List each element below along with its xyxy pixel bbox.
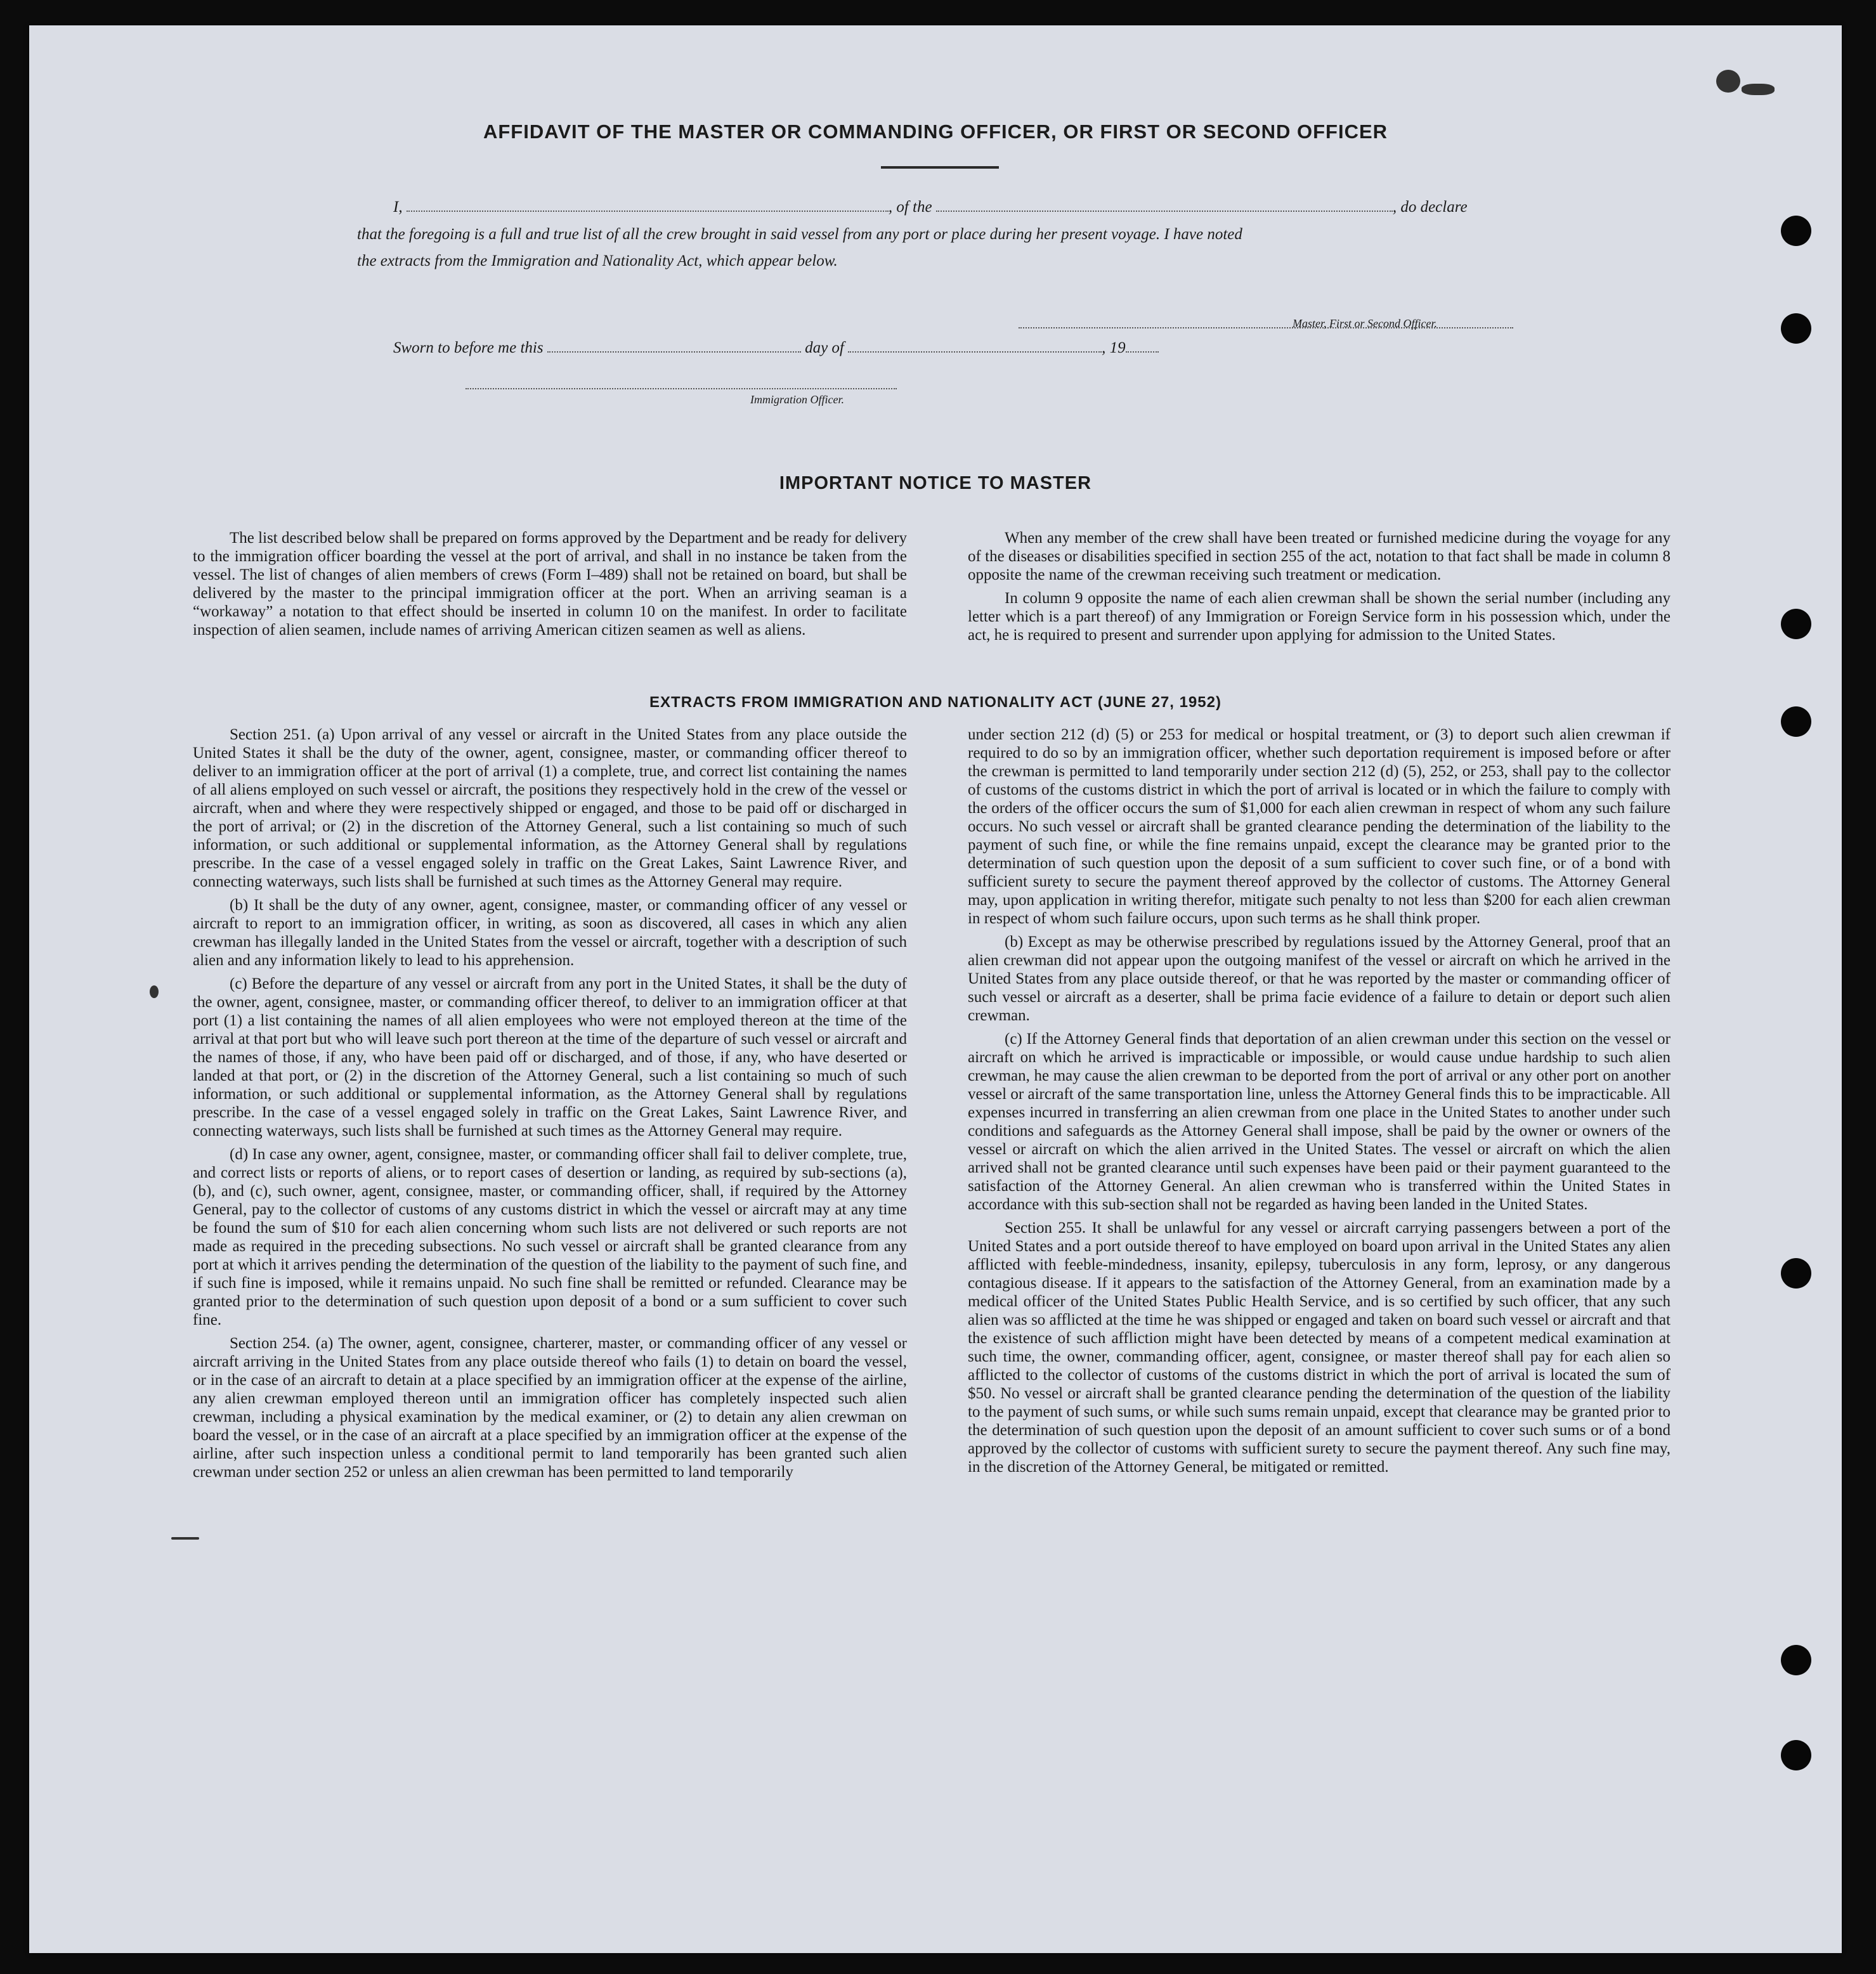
notice-left-column: [193, 529, 907, 644]
affidavit-line-2: that the foregoing is a full and true list of all the crew brought in said vessel from any port or place during her present voyage. I have noted: [357, 226, 1242, 243]
notice-right-paragraph-1: When any member of the crew shall have been treated or furnished medicine during the voyage for any of the diseases or disabilities specified in section 255 of the act, notation to that fact shall be made in column 8 opposite the name of the crewman receiving such treatment or medication.: [968, 529, 1671, 583]
section-254-a: Section 254. (a) The owner, agent, consignee, charterer, master, or commanding officer of any vessel or aircraft arriving in the United States from any place outside thereof who fails (1) to detain on board the vessel, or in the case of an aircraft to detain at a place specified by an immigration officer at the expense of the airline, any alien crewman employed thereon until an immigration officer has completely inspected such alien crewman, including a physical examination by the medical examiner, or (2) to detain any alien crewman on board the vessel, or in the case of an aircraft at a place specified by an immigration officer at the expense of the airline, after such inspection unless a conditional permit to land temporarily has been granted such alien crewman under section 252 or unless an alien crewman has been permitted to land temporarily: [193, 1335, 907, 1481]
notice-title: IMPORTANT NOTICE TO MASTER: [779, 473, 1092, 493]
notice-left-paragraph: The list described below shall be prepared on forms approved by the Department and be ready for delivery to the immigration officer boarding the vessel at the port of arrival, and shall in no instance be taken from the vessel. The list of changes of alien members of crews (Form I–489) shall not be retained on board, but shall be delivered by the master to the principal immigration officer at the port. When an arriving seaman is a “workaway” a notation to that effect should be inserted in column 10 on the manifest. In order to facilitate inspection of alien seamen, include names of arriving American citizen seamen as well as aliens.: [193, 529, 907, 639]
section-254-a-continued: under section 212 (d) (5) or 253 for medical or hospital treatment, or (3) to deport such alien crewman if required to do so by an immigration officer, whether such deportation requirement is imposed before or after the crewman is permitted to land temporarily under section 212 (d) (5), 252, or 253, shall pay to the collector of customs of the customs district in which the port of arrival is located or in which the failure to comply with the orders of the officer occurs the sum of $1,000 for each alien crewman in respect of whom any such failure occurs. No such vessel or aircraft shall be granted clearance pending the determination of the liability to the payment of such fine, or while the fine remains unpaid, except the clearance may be granted prior to the determination of such question upon the deposit of a sum sufficient to cover such fine, or of a bond with sufficient surety to secure the payment thereof approved by the collector of customs. The Attorney General may, upon application in writing therefor, mitigate such penalty to not less than $200 for each alien crewman in respect of whom such failure occurs, upon such terms as he shall think proper.: [968, 726, 1671, 927]
affidavit-of-the: , of the: [888, 198, 932, 216]
section-251-d: (d) In case any owner, agent, consignee, master, or commanding officer shall fail to deliver complete, true, and correct lists or reports of aliens, or to report cases of desertion or landing, as required by sub-sections (a), (b), and (c), such owner, agent, consignee, master, or commanding officer, shall, if required by the Attorney General, pay to the collector of customs of any customs district in which the vessel or aircraft may at any time be found the sum of $10 for each alien concerning whom such lists are not delivered or such reports are not made as required in the preceding subsections. No such vessel or aircraft shall be granted clearance from any port at which it arrives pending the determination of the question of the liability to the payment of such fine, and if such fine is imposed, while it remains unpaid. No such fine shall be remitted or refunded. Clearance may be granted prior to the determination of such question upon deposit of a bond or a sum sufficient to cover such fine.: [193, 1146, 907, 1328]
extracts-right-column: [968, 725, 1671, 1481]
punch-hole: [1781, 1645, 1811, 1675]
ink-blot: [1716, 70, 1740, 93]
document-page: [29, 25, 1842, 1953]
section-255: Section 255. It shall be unlawful for any vessel or aircraft carrying passengers between a port of the United States and a port outside thereof to have employed on board upon arrival in the United States any alien afflicted with feeble-mindedness, insanity, epilepsy, tuberculosis in any form, leprosy, or any dangerous contagious disease. If it appears to the satisfaction of the Attorney General, from an examination made by a medical officer of the United States Public Health Service, and is so certified by such officer, that any such alien was so afflicted at the time he was shipped or engaged and taken on board such vessel or aircraft and that the existence of such affliction might have been detected by means of a competent medical examination at such time, the owner, commanding officer, agent, consignee, or master thereof shall pay for each alien so afflicted to the collector of customs of the customs district in which the port of arrival is located the sum of $50. No vessel or aircraft shall be granted clearance pending the determination of the question of the liability to the payment of such sums, or while such sums remain unpaid, except that clearance may be granted prior to the determination of such question upon the deposit of an amount sufficient to cover such sums or of a bond approved by the collector of customs with sufficient surety to secure the payment thereof. Any such fine may, in the discretion of the Attorney General, be mitigated or remitted.: [968, 1219, 1671, 1476]
master-caption: Master, First or Second Officer.: [1293, 317, 1437, 330]
year-blank[interactable]: [1126, 339, 1159, 353]
sworn-line: [393, 339, 1294, 357]
name-blank[interactable]: [407, 198, 889, 212]
section-254-b: (b) Except as may be otherwise prescribed by regulations issued by the Attorney General, proof that an alien crewman did not appear upon the outgoing manifest of the vessel or aircraft on which he arrived in the United States from any place outside thereof, or that he was reported by the master or commanding officer of such vessel or aircraft as a deserter, shall be prima facie evidence of a failure to detain or deport such alien crewman.: [968, 933, 1671, 1024]
section-251-a: Section 251. (a) Upon arrival of any vessel or aircraft in the United States from any place outside the United States it shall be the duty of the owner, agent, consignee, master, or commanding officer thereof to deliver to an immigration officer at the port of arrival (1) a complete, true, and correct list containing the names of all aliens employed on such vessel or aircraft, the positions they respectively hold in the crew of the vessel or aircraft, when and where they were respectively shipped or engaged, and those to be paid off or discharged in the port of arrival; or (2) in the discretion of the Attorney General, such a list containing so much of such information, or such additional or supplemental information, as the Attorney General shall by regulations prescribe. In the case of a vessel engaged solely in traffic on the Great Lakes, Saint Lawrence River, and connecting waterways, such lists shall be furnished at such times as the Attorney General may require.: [193, 726, 907, 890]
pencil-mark: [171, 1537, 199, 1540]
sworn-label: Sworn to before me this: [393, 339, 544, 356]
affidavit-declare: , do declare: [1392, 198, 1468, 216]
extracts-title: EXTRACTS FROM IMMIGRATION AND NATIONALITY ACT (JUNE 27, 1952): [649, 694, 1221, 711]
extracts-left-column: [193, 725, 907, 1486]
affidavit-title: AFFIDAVIT OF THE MASTER OR COMMANDING OFFICER, OR FIRST OR SECOND OFFICER: [483, 120, 1388, 143]
punch-hole: [1781, 313, 1811, 344]
section-251-b: (b) It shall be the duty of any owner, agent, consignee, master, or commanding officer of any vessel or aircraft to report to an immigration officer, in writing, as soon as discovered, all cases in which any alien crewman has illegally landed in the United States from the vessel or aircraft, together with a description of such alien and any information likely to lead to his apprehension.: [193, 897, 907, 969]
notice-right-paragraph-2: In column 9 opposite the name of each alien crewman shall be shown the serial number (including any letter which is a part thereof) of any Immigration or Foreign Service form in his possession which, under the act, he is required to present and surrender upon applying for admission to the United States.: [968, 590, 1671, 644]
notice-right-column: [968, 529, 1671, 649]
title-rule: [881, 166, 999, 169]
year-label: , 19: [1102, 339, 1126, 356]
sworn-month-blank[interactable]: [848, 339, 1102, 353]
sworn-day-blank[interactable]: [547, 339, 801, 353]
affidavit-line-3: the extracts from the Immigration and Nationality Act, which appear below.: [357, 252, 838, 269]
vessel-blank[interactable]: [936, 198, 1393, 212]
day-of-label: day of: [805, 339, 844, 356]
punch-hole: [1781, 1740, 1811, 1770]
ink-blot: [1742, 84, 1775, 95]
ink-speck: [150, 985, 159, 998]
affidavit-line-1: [393, 198, 1573, 216]
punch-hole: [1781, 706, 1811, 737]
punch-hole: [1781, 1258, 1811, 1289]
master-signature-line[interactable]: [1019, 315, 1513, 328]
immigration-caption: Immigration Officer.: [750, 393, 844, 406]
punch-hole: [1781, 609, 1811, 639]
immigration-signature-line[interactable]: [466, 375, 897, 389]
affidavit-i: I,: [393, 198, 403, 216]
punch-hole: [1781, 216, 1811, 246]
section-251-c: (c) Before the departure of any vessel or aircraft from any port in the United States, it shall be the duty of the owner, agent, consignee, master, or commanding officer thereof, to deliver to an immigration officer at that port (1) a list containing the names of all alien employees who were not employed thereon at the time of the arrival at that port but who will leave such port thereon at the time of the departure of such vessel or aircraft and the names of those, if any, who have been paid off or discharged, and of those, if any, who have deserted or landed at that port, or (2) in the discretion of the Attorney General, such a list containing so much of such information, or such additional or supplemental information, as the Attorney General shall by regulations prescribe. In the case of a vessel engaged solely in traffic on the Great Lakes, Saint Lawrence River, and connecting waterways, such lists shall be furnished at such times as the Attorney General may require.: [193, 975, 907, 1140]
section-254-c: (c) If the Attorney General finds that deportation of an alien crewman under this section on the vessel or aircraft on which he arrived is impracticable or impossible, or would cause undue hardship to such alien crewman, he may cause the alien crewman to be deported from the port of arrival or any other port on another vessel or aircraft of the same transportation line, unless the Attorney General finds this to be impracticable. All expenses incurred in transferring an alien crewman from one place in the United States to another under such conditions and safeguards as the Attorney General shall impose, shall be paid by the owner or owners of the vessel or aircraft on which the alien arrived in the United States. The vessel or aircraft on which the alien arrived shall not be granted clearance until such expenses have been paid or their payment guaranteed to the satisfaction of the Attorney General. An alien crewman who is transferred within the United States in accordance with this sub-section shall not be regarded as having been landed in the United States.: [968, 1030, 1671, 1213]
